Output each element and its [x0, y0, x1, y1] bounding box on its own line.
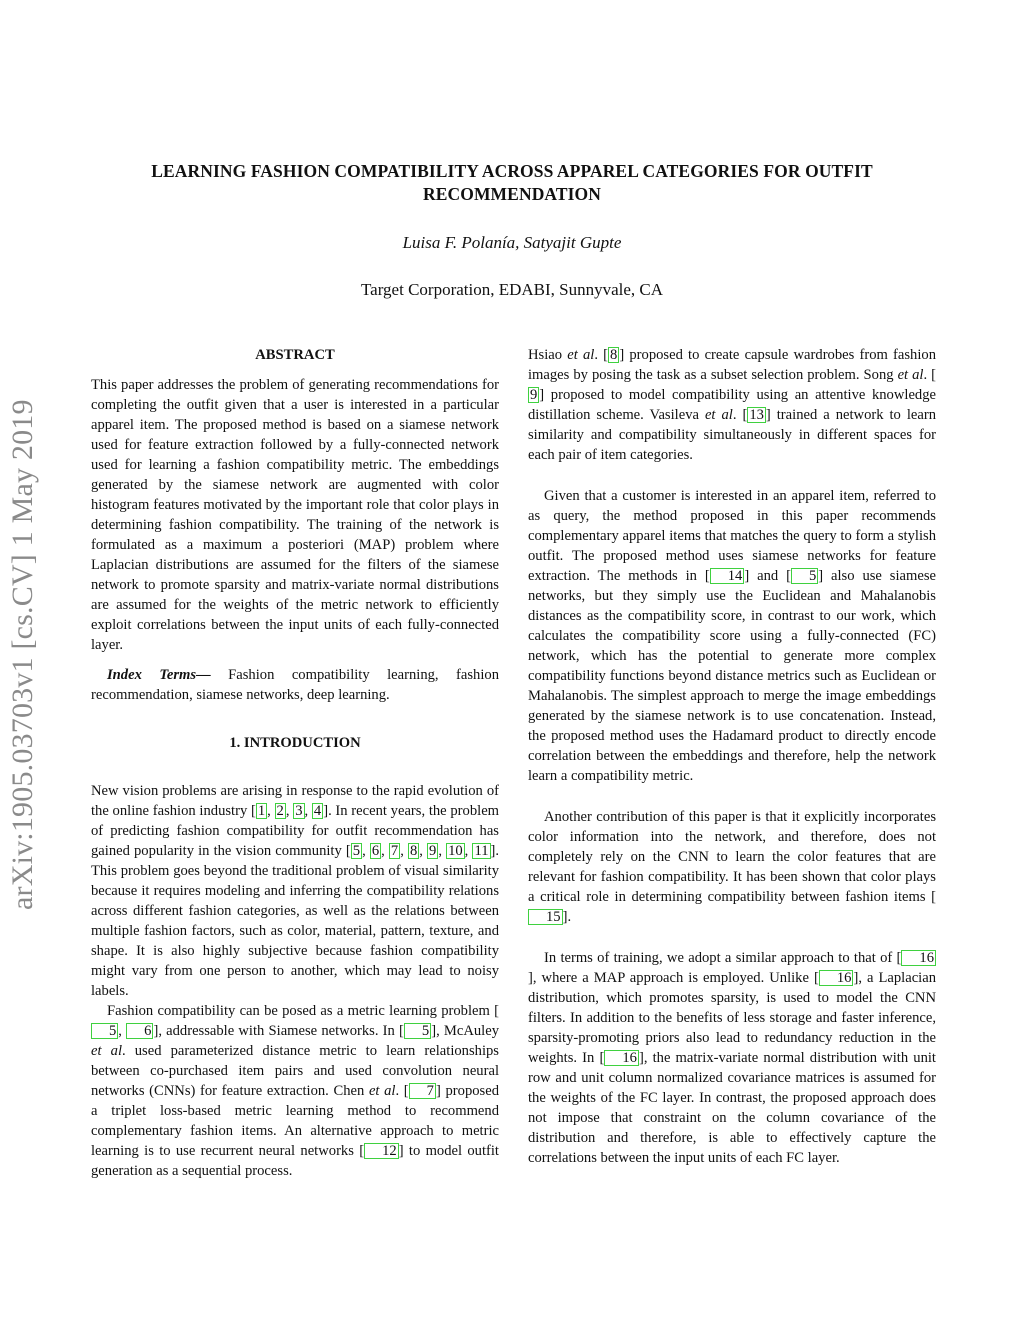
citation-link[interactable]: 15 — [528, 909, 563, 925]
citation-link[interactable]: 5 — [91, 1023, 118, 1039]
title-line-1: LEARNING FASHION COMPATIBILITY ACROSS APPAREL CATEGORIES FOR OUTFIT — [151, 161, 873, 181]
index-terms-text: Fashion compatibility learning, fashion recommendation, siamese networks, deep learning. — [91, 667, 499, 703]
paper-title — [80, 160, 944, 206]
intro-heading: 1. INTRODUCTION — [229, 735, 361, 751]
citation-link[interactable]: 11 — [474, 843, 489, 859]
citation-link[interactable]: 5 — [404, 1023, 431, 1039]
citation-link[interactable]: 7 — [390, 843, 399, 859]
authors: Luisa F. Polanía, Satyajit Gupte — [402, 233, 622, 252]
citation-link[interactable]: 8 — [409, 843, 418, 859]
citation-link[interactable]: 10 — [448, 843, 463, 859]
citation-link[interactable]: 6 — [371, 843, 380, 859]
right-paragraph-1: Hsiao et al. [ 8 ] proposed to create capsule wardrobes from fashion images by posing the task as a subset selection problem. Song et al. [9 ] proposed to model compatibility using an attentive knowledge distillation scheme. Vasileva et al. [ 13 ] trained a network to learn similarity and compatibility simultaneously in different spaces for each pair of item categories. — [528, 347, 936, 463]
right-column — [528, 345, 936, 1168]
title-line-2: RECOMMENDATION — [422, 184, 601, 204]
affiliation: Target Corporation, EDABI, Sunnyvale, CA — [360, 280, 664, 299]
citation-link[interactable]: 9 — [530, 387, 538, 403]
intro-paragraph-2: Fashion compatibility can be posed as a metric learning problem [5 , 6 ], addressable with Siamese networks. In [ 5 ], McAuley et al. used parameterized distance metric to learn relationships between co-purchased item pairs and used convolution neural networks (CNNs) for feature extraction. Chen et al. [ 7 ] proposed a triplet loss-based metric learning method to recommend complementary fashion items. An alternative approach to metric learning is to use recurrent neural networks [ 12 ] to model outfit generation as a sequential process. — [91, 1003, 500, 1179]
right-paragraph-3: Another contribution of this paper is that it explicitly incorporates color information into the network, and therefore, does not completely rely on the CNN to learn the color features that are relevant for fashion compatibility. It has been shown that color plays a critical role in determining compatibility between fashion items [15 ]. — [528, 809, 936, 925]
right-paragraph-2: Given that a customer is interested in an apparel item, referred to as query, the method proposed in this paper recommends complementary apparel items that matches the query to form a stylish outfit. The proposed method uses siamese networks for feature extraction. The methods in [ 14 ] and [ 5 ] also use siamese networks, but they simply use the Euclidean and Mahalanobis distances as the compatibility score, in contrast to our work, which calculates the compatibility score using a fully-connected (FC) network, which has the potential to generate more complex compatibility functions beyond distance metrics such as Euclidean or Mahalanobis. The simplest approach to merge the image embeddings generated by the siamese network is to use concatenation. Instead, the proposed method uses the Hadamard product to directly encode correlation between the embeddings and therefore, help the network learn a compatibility metric. — [528, 488, 936, 784]
citation-link[interactable]: 9 — [429, 843, 437, 859]
citation-link[interactable]: 1 — [257, 803, 266, 819]
arxiv-side-stamp: arXiv:1905.03703v1 [cs.CV] 1 May 2019 — [6, 399, 39, 911]
citation-link[interactable]: 6 — [126, 1023, 153, 1039]
citation-link[interactable]: 16 — [604, 1050, 639, 1066]
citation-link[interactable]: 5 — [352, 843, 361, 859]
citation-link[interactable]: 3 — [295, 803, 303, 819]
citation-link[interactable]: 8 — [610, 347, 618, 363]
right-paragraph-4: In terms of training, we adopt a similar approach to that of [ 16], where a MAP approach is employed. Unlike [ 16 ], a Laplacian distribution, which promotes sparsity, is used to model the CNN filters. In addition to the benefits of less storage and faster inference, sparsity-promoting priors also lead to redundancy reduction in the weights. In [ 16 ], the matrix-variate normal distribution with unit row and unit column normalized covariance matrices is assumed for the weights of the FC layer. In contrast, the proposed approach does not impose that constraint on the column covariance of the distribution and therefore, is able to effectively capture the correlations between the input units of each FC layer. — [528, 950, 937, 1166]
citation-link[interactable]: 13 — [749, 407, 764, 423]
citation-link[interactable]: 12 — [364, 1143, 399, 1159]
abstract-text: This paper addresses the problem of generating recommendations for completing the outfit given that a user is interested in a particular apparel item. The proposed method is based on a siamese network used for feature extraction followed by a fully-connected network used for learning a fashion compatibility metric. The embeddings generated by the siamese network are augmented with color histogram features motivated by the important role that color plays in determining fashion compatibility. The training of the network is formulated as a maximum a posteriori (MAP) problem where Laplacian distributions are assumed for the filters of the siamese network to promote sparsity and matrix-variate normal distributions are assumed for the weights of the metric network to efficiently exploit correlations between the input units of each fully-connected layer. — [91, 377, 499, 653]
citation-link[interactable]: 2 — [276, 803, 284, 819]
citation-link[interactable]: 4 — [313, 803, 322, 819]
citation-link[interactable]: 14 — [710, 568, 745, 584]
citation-link[interactable]: 7 — [409, 1083, 436, 1099]
abstract-heading: ABSTRACT — [255, 347, 335, 363]
index-terms-label: Index Terms— — [107, 667, 211, 683]
index-terms — [91, 665, 499, 705]
citation-link[interactable]: 16 — [819, 970, 854, 986]
intro-paragraph-1: New vision problems are arising in response to the rapid evolution of the online fashion industry [ 1 , 2 , 3 , 4 ]. In recent years, the problem of predicting fashion compatibility for outfit recommendation has gained popularity in the vision community [ 5 , 6 , 7 , 8 , 9 , 10 , 11 ]. This problem goes beyond the traditional problem of visual similarity because it requires modeling and inferring the compatibility relations across different fashion categories, as well as the relations between multiple fashion factors, such as color, material, pattern, texture, and shape. It is also highly subjective because fashion compatibility might vary from one person to another, which may lead to noisy labels. — [91, 783, 500, 999]
left-column — [91, 345, 499, 1181]
citation-link[interactable]: 16 — [901, 950, 936, 966]
citation-link[interactable]: 5 — [791, 568, 818, 584]
